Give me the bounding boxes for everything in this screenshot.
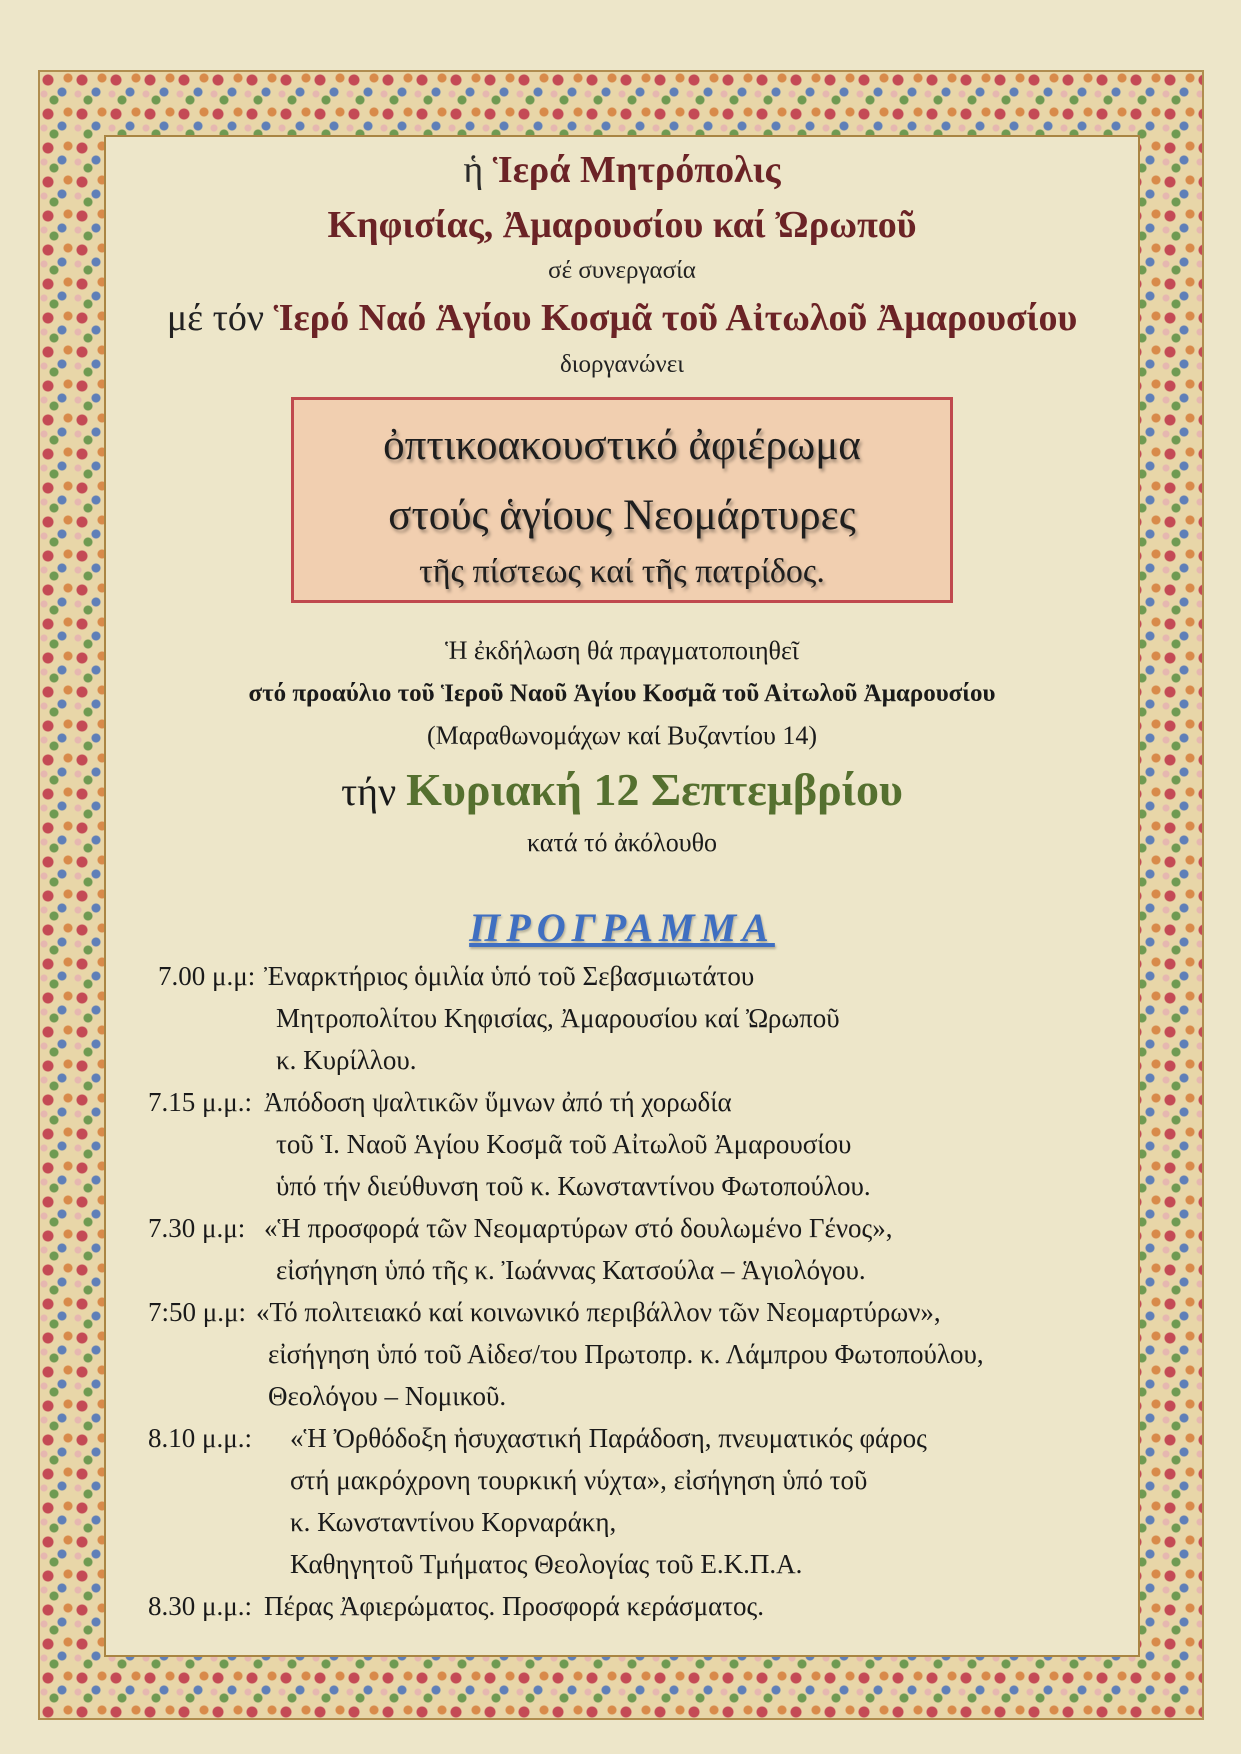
program-text: Ἀπόδοση ψαλτικῶν ὕμνων ἀπό τή χορωδία [264, 1087, 732, 1117]
program-text: ὑπό τήν διεύθυνση τοῦ κ. Κωνσταντίνου Φωτοπούλου. [276, 1171, 871, 1201]
program-line [148, 1585, 1108, 1627]
program-line [148, 1375, 1108, 1417]
program-text: κ. Κωνσταντίνου Κορναράκη, [290, 1507, 617, 1537]
program-text: στή μακρόχρονη τουρκική νύχτα», εἰσήγηση ὑπό τοῦ [290, 1465, 868, 1495]
partner-line: μέ τόν Ἱερό Ναό Ἁγίου Κοσμᾶ τοῦ Αἰτωλοῦ Ἀμαρουσίου [166, 297, 1078, 339]
program-line [148, 997, 1108, 1039]
program-text: εἰσήγηση ὑπό τῆς κ. Ἰωάννας Κατσούλα – Ἁγιολόγου. [276, 1255, 866, 1285]
program-line [148, 1501, 1108, 1543]
event-title-box [291, 397, 953, 603]
program-text: Μητροπολίτου Κηφισίας, Ἀμαρουσίου καί Ὠρωποῦ [276, 1003, 840, 1033]
program-time: 7.00 μ.μ: [158, 961, 256, 991]
event-title-line-1: ὀπτικοακουστικό ἀφιέρωμα [383, 422, 861, 469]
program-text: «Τό πολιτειακό καί κοινωνικό περιβάλλον τῶν Νεομαρτύρων», [256, 1297, 941, 1327]
program-time: 7:50 μ.μ: [148, 1297, 246, 1327]
program-line [148, 1165, 1108, 1207]
program-time: 7.30 μ.μ: [148, 1213, 246, 1243]
program-text: Θεολόγου – Νομικοῦ. [268, 1381, 507, 1411]
program-line [148, 1417, 1108, 1459]
program-line [148, 1081, 1108, 1123]
program-text: Καθηγητοῦ Τμήματος Θεολογίας τοῦ Ε.Κ.Π.Α. [290, 1549, 803, 1579]
program-line [148, 1333, 1108, 1375]
program-line [148, 1543, 1108, 1585]
following-text: κατά τό ἀκόλουθο [526, 828, 718, 857]
poster-content [104, 135, 1140, 955]
event-title-line-3: τῆς πίστεως καί τῆς πατρίδος. [419, 553, 825, 590]
program-heading: ΠΡΟΓΡΑΜΜΑ [469, 905, 775, 950]
program-line [148, 1039, 1108, 1081]
program-line [148, 1459, 1108, 1501]
event-title-line-2: στούς ἁγίους Νεομάρτυρες [388, 492, 856, 539]
program-text: Ἐναρκτήριος ὁμιλία ὑπό τοῦ Σεβασμιωτάτου [264, 961, 755, 991]
program-list [148, 955, 1108, 1627]
program-time: 7.15 μ.μ.: [148, 1087, 252, 1117]
cooperation-text: σέ συνεργασία [548, 257, 696, 284]
program-text: Πέρας Ἀφιερώματος. Προσφορά κεράσματος. [264, 1591, 765, 1621]
program-line [148, 1123, 1108, 1165]
organizer-line-1: ἡ Ἱερά Μητρόπολις [463, 149, 781, 191]
program-time: 8.10 μ.μ.: [148, 1423, 252, 1453]
program-text: κ. Κυρίλλου. [276, 1045, 417, 1075]
event-date: τήν Κυριακή 12 Σεπτεμβρίου [341, 764, 903, 815]
program-time: 8.30 μ.μ.: [148, 1591, 252, 1621]
program-line [148, 1249, 1108, 1291]
program-line [148, 955, 1108, 997]
program-text: τοῦ Ἱ. Ναοῦ Ἁγίου Κοσμᾶ τοῦ Αἰτωλοῦ Ἀμαρουσίου [276, 1129, 852, 1159]
venue-name: στό προαύλιο τοῦ Ἱεροῦ Ναοῦ Ἁγίου Κοσμᾶ τοῦ Αἰτωλοῦ Ἀμαρουσίου [248, 680, 996, 707]
organizes-text: διοργανώνει [560, 351, 684, 378]
organizer-line-2: Κηφισίας, Ἀμαρουσίου καί Ὠρωποῦ [327, 204, 917, 246]
program-text: εἰσήγηση ὑπό τοῦ Αἰδεσ/του Πρωτοπρ. κ. Λάμπρου Φωτοπούλου, [268, 1339, 984, 1369]
program-text: «Ἡ προσφορά τῶν Νεομαρτύρων στό δουλωμένο Γένος», [264, 1213, 893, 1243]
venue-intro: Ἡ ἐκδήλωση θά πραγματοποιηθεῖ [445, 636, 799, 665]
program-line [148, 1207, 1108, 1249]
venue-address: (Μαραθωνομάχων καί Βυζαντίου 14) [426, 721, 818, 750]
program-text: «Ἡ Ὀρθόδοξη ἡσυχαστική Παράδοση, πνευματικός φάρος [290, 1423, 927, 1453]
program-line [148, 1291, 1108, 1333]
